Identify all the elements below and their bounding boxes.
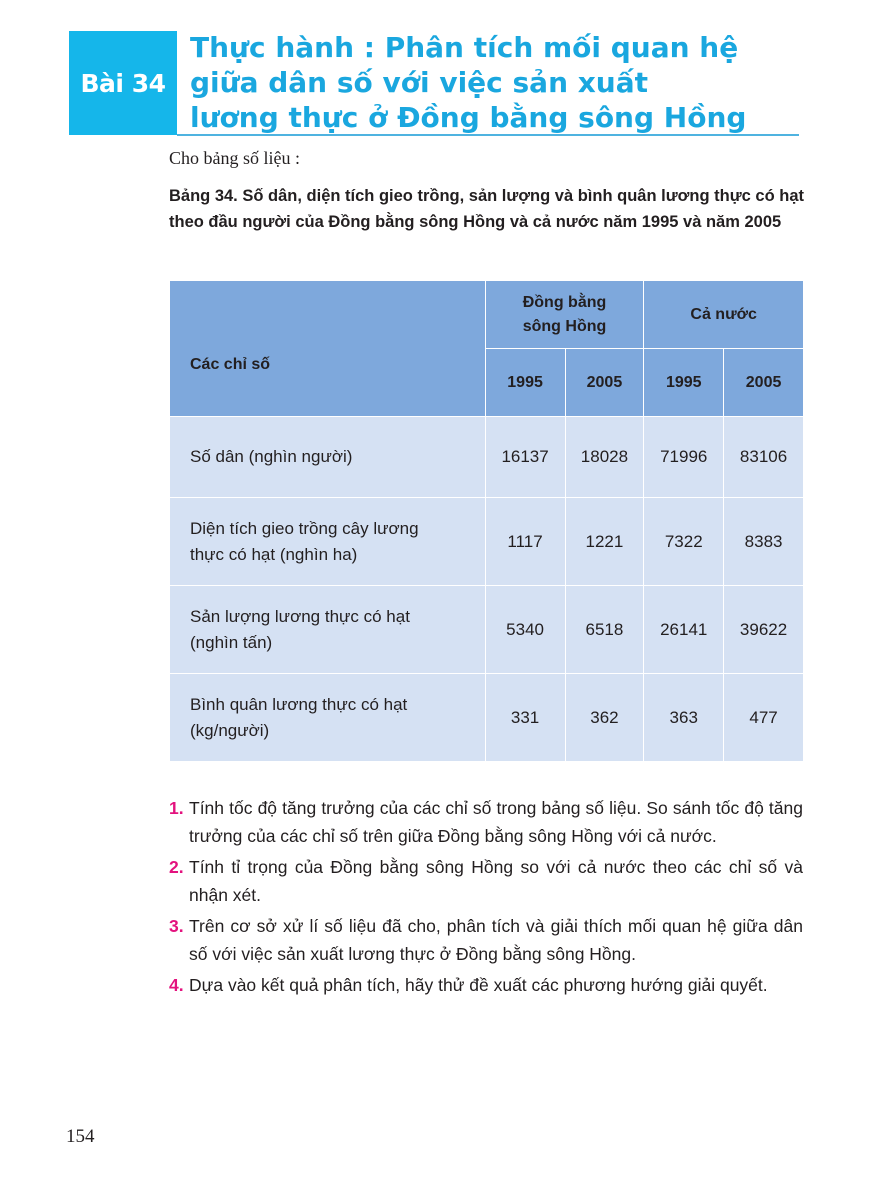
- row-label: [170, 498, 486, 586]
- cell-value: 16137: [485, 417, 565, 498]
- table-row: [170, 498, 804, 586]
- title-line: giữa dân số với việc sản xuất: [190, 66, 649, 99]
- list-item: [169, 972, 803, 1000]
- table-row: [170, 586, 804, 674]
- list-item: [169, 854, 803, 909]
- cell-value: 477: [724, 674, 804, 762]
- row-label: Số dân (nghìn người): [170, 417, 486, 498]
- data-table: [169, 280, 804, 762]
- cell-value: 7322: [644, 498, 724, 586]
- page-number: 154: [66, 1126, 95, 1147]
- row-label-text: Diện tích gieo trồng cây lương thực có hạt (nghìn ha): [190, 518, 419, 564]
- table-row: [170, 417, 804, 498]
- row-label: [170, 586, 486, 674]
- year-header: 1995: [485, 349, 565, 417]
- group-header-label: Đồng bằng sông Hồng: [522, 293, 607, 335]
- year-header: 2005: [565, 349, 644, 417]
- lesson-title: [190, 30, 800, 135]
- question-number: 3.: [169, 916, 184, 936]
- year-header: 2005: [724, 349, 804, 417]
- cell-value: 39622: [724, 586, 804, 674]
- cell-value: 362: [565, 674, 644, 762]
- question-number: 4.: [169, 975, 184, 995]
- cell-value: 331: [485, 674, 565, 762]
- cell-value: 6518: [565, 586, 644, 674]
- cell-value: 83106: [724, 417, 804, 498]
- question-number: 1.: [169, 798, 184, 818]
- lesson-badge: [69, 31, 177, 135]
- cell-value: 71996: [644, 417, 724, 498]
- title-line: lương thực ở Đồng bằng sông Hồng: [190, 101, 747, 134]
- question-number: 2.: [169, 857, 184, 877]
- table-row: [170, 674, 804, 762]
- year-header: 1995: [644, 349, 724, 417]
- cell-value: 1221: [565, 498, 644, 586]
- group-header-national: Cả nước: [644, 281, 804, 349]
- cell-value: 5340: [485, 586, 565, 674]
- list-item: [169, 913, 803, 968]
- cell-value: 26141: [644, 586, 724, 674]
- list-item: [169, 795, 803, 850]
- title-divider: [177, 134, 799, 136]
- cell-value: 18028: [565, 417, 644, 498]
- question-text: Dựa vào kết quả phân tích, hãy thử đề xuất các phương hướng giải quyết.: [189, 975, 768, 995]
- title-line: Thực hành : Phân tích mối quan hệ: [190, 31, 739, 64]
- row-label-text: Bình quân lương thực có hạt (kg/người): [190, 694, 408, 740]
- question-text: Tính tỉ trọng của Đồng bằng sông Hồng so với cả nước theo các chỉ số và nhận xét.: [189, 857, 803, 905]
- row-label-text: Sản lượng lương thực có hạt (nghìn tấn): [190, 606, 410, 652]
- group-header-dbsh: [485, 281, 644, 349]
- cell-value: 8383: [724, 498, 804, 586]
- table-caption: Bảng 34. Số dân, diện tích gieo trồng, sản lượng và bình quân lương thực có hạt theo đầu người của Đồng bằng sông Hồng và cả nước năm 1995 và năm 2005: [169, 187, 805, 231]
- lesson-label: Bài 34: [80, 68, 166, 98]
- question-text: Trên cơ sở xử lí số liệu đã cho, phân tích và giải thích mối quan hệ giữa dân số với việc sản xuất lương thực ở Đồng bằng sông Hồng.: [189, 916, 803, 964]
- indicator-header: Các chỉ số: [170, 281, 486, 417]
- question-text: Tính tốc độ tăng trưởng của các chỉ số trong bảng số liệu. So sánh tốc độ tăng trưởng của các chỉ số trên giữa Đồng bằng sông Hồng với cả nước.: [189, 798, 803, 846]
- cell-value: 363: [644, 674, 724, 762]
- row-label: [170, 674, 486, 762]
- question-list: [169, 795, 803, 1004]
- table-header-row: [170, 281, 804, 349]
- intro-text: Cho bảng số liệu :: [169, 148, 300, 168]
- cell-value: 1117: [485, 498, 565, 586]
